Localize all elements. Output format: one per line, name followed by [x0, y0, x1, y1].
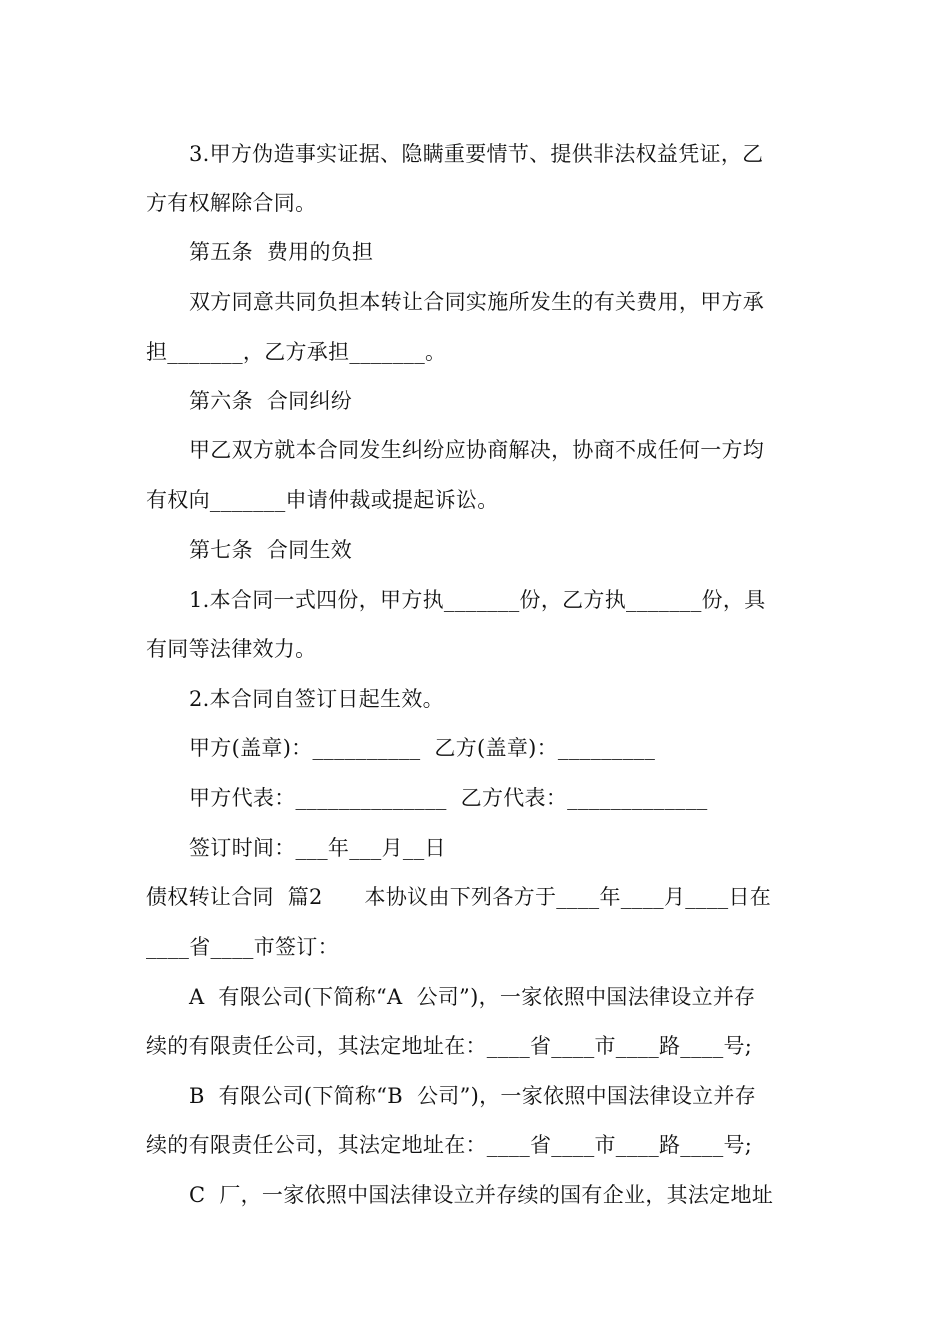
clause-7-item-1-line-2: 有同等法律效力。: [146, 637, 317, 661]
section-2-title-line: 债权转让合同 篇2 本协议由下列各方于____年____月____日在: [146, 885, 772, 909]
clause-5-body-line-2: 担_______，乙方承担_______。: [146, 340, 447, 364]
clause-7-item-2: 2.本合同自签订日起生效。: [189, 687, 444, 711]
clause-7-item-1-line-1: 1.本合同一式四份，甲方执_______份，乙方执_______份，具: [189, 588, 766, 612]
clause-4-item-3-line-2: 方有权解除合同。: [146, 191, 317, 215]
party-b-line-2: 续的有限责任公司，其法定地址在：____省____市____路____号;: [146, 1133, 753, 1157]
party-b-line-1: B 有限公司(下简称“B 公司”)，一家依照中国法律设立并存: [189, 1084, 757, 1108]
clause-5-heading: 第五条 费用的负担: [189, 240, 374, 264]
signature-representative-line: 甲方代表：______________ 乙方代表：_____________: [189, 786, 708, 810]
party-a-line-2: 续的有限责任公司，其法定地址在：____省____市____路____号;: [146, 1034, 753, 1058]
section-2-intro-line-2: ____省____市签订：: [146, 935, 339, 959]
clause-4-item-3-line-1: 3.甲方伪造事实证据、隐瞒重要情节、提供非法权益凭证，乙: [189, 142, 764, 166]
clause-7-heading: 第七条 合同生效: [189, 538, 353, 562]
clause-6-body-line-1: 甲乙双方就本合同发生纠纷应协商解决，协商不成任何一方均: [189, 438, 765, 462]
party-a-line-1: A 有限公司(下简称“A 公司”)，一家依照中国法律设立并存: [189, 985, 756, 1009]
clause-5-body-line-1: 双方同意共同负担本转让合同实施所发生的有关费用，甲方承: [189, 290, 765, 314]
signing-date-line: 签订时间：___年___月__日: [189, 836, 446, 860]
clause-6-body-line-2: 有权向_______申请仲裁或提起诉讼。: [146, 488, 499, 512]
party-c-line-1: C 厂，一家依照中国法律设立并存续的国有企业，其法定地址: [189, 1183, 774, 1207]
signature-seal-line: 甲方(盖章)：__________ 乙方(盖章)：_________: [189, 736, 656, 760]
clause-6-heading: 第六条 合同纠纷: [189, 389, 353, 413]
